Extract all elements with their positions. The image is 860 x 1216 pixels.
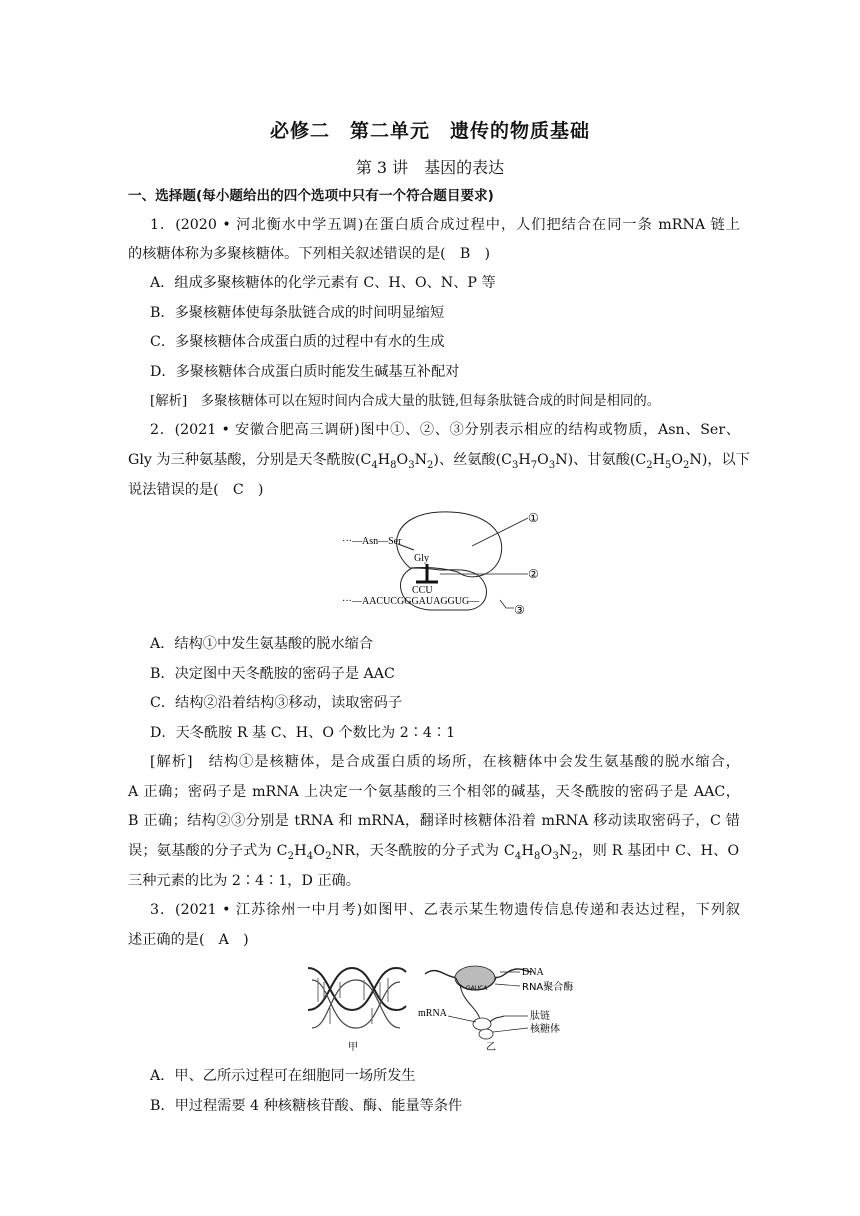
lesson-subtitle: 第 3 讲 基因的表达 <box>355 158 505 177</box>
leader-line-3 <box>500 600 514 608</box>
q1-stem-line2: 的核糖体称为多聚核糖体。下列相关叙述错误的是( B ) <box>128 246 490 262</box>
q2-stem-line1: 2．(2021 • 安徽合肥高三调研)图中①、②、③分别表示相应的结构或物质，Asn、Ser、 <box>150 422 740 438</box>
q1-option-b: B．多聚核糖体使每条肽链合成的时间明显缩短 <box>150 305 445 321</box>
q2-analysis-line2: A 正确；密码子是 mRNA 上决定一个氨基酸的三个相邻的碱基，天冬酰胺的密码子是 AAC， <box>128 784 740 800</box>
label-3: ③ <box>514 603 525 617</box>
section-heading: 一、选择题(每小题给出的四个选项中只有一个符合题目要求) <box>128 188 494 204</box>
document-title: 必修二 第二单元 遗传的物质基础 <box>269 120 590 142</box>
label-1: ① <box>528 511 539 525</box>
q1-analysis: [解析] 多聚核糖体可以在短时间内合成大量的肽链,但每条肽链合成的时间是相同的。 <box>150 394 661 409</box>
label-jia: 甲 <box>348 1042 358 1053</box>
q2-stem-line3: 说法错误的是( C ) <box>128 482 264 498</box>
label-rna-polymerase: RNA聚合酶 <box>522 982 574 993</box>
q3-stem-line1: 3．(2021 • 江苏徐州一中月考)如图甲、乙表示某生物遗传信息传递和表达过程，下列叙 <box>150 902 740 918</box>
q2-analysis-line3: B 正确；结构②③分别是 tRNA 和 mRNA，翻译时核糖体沿着 mRNA 移动读取密码子，C 错 <box>128 813 740 829</box>
q2-analysis-line1: [解析] 结构①是核糖体，是合成蛋白质的场所，在核糖体中会发生氨基酸的脱水缩合， <box>150 754 740 770</box>
q2-option-d: D．天冬酰胺 R 基 C、H、O 个数比为 2∶4∶1 <box>150 725 456 741</box>
mrna-sequence-text: ···—AACUCGGGAUAGGUG— <box>342 596 480 607</box>
gauca-text: GAUCA <box>466 985 488 992</box>
gly-text: Gly <box>414 553 429 564</box>
peptide-chain-text: ···—Asn—Ser <box>342 536 402 547</box>
label-mrna: mRNA <box>418 1008 447 1019</box>
q2-option-a: A．结构①中发生氨基酸的脱水缩合 <box>150 636 374 652</box>
replication-transcription-figure <box>300 958 610 1058</box>
label-dna: DNA <box>522 967 544 978</box>
q3-option-a: A．甲、乙所示过程可在细胞同一场所发生 <box>150 1068 416 1084</box>
q1-option-d: D．多聚核糖体合成蛋白质时能发生碱基互补配对 <box>150 364 460 380</box>
q3-option-b: B．甲过程需要 4 种核糖核苷酸、酶、能量等条件 <box>150 1098 463 1114</box>
q2-option-b: B．决定图中天冬酰胺的密码子是 AAC <box>150 666 395 682</box>
anticodon-text: CCU <box>412 585 433 596</box>
q2-analysis-line5: 三种元素的比为 2∶4∶1，D 正确。 <box>128 873 360 889</box>
double-helix-diagram <box>308 968 406 1028</box>
transcription-translation-diagram <box>425 966 532 1039</box>
label-peptide: 肽链 <box>530 1011 550 1022</box>
label-yi: 乙 <box>486 1042 496 1053</box>
q2-analysis-line4: 误；氨基酸的分子式为 $C_2H_4O_2NR$，天冬酰胺的分子式为 $C_4H_8O_3N_2$，则 R 基团中 C、H、O <box>128 843 740 862</box>
q2-stem-line2: Gly 为三种氨基酸，分别是天冬酰胺$(C_4H_8O_3N_2)$、丝氨酸$(C_3H_7O_3N)$、甘氨酸$(C_2H_5O_2N)$，以下 <box>128 452 750 471</box>
q2-option-c: C．结构②沿着结构③移动，读取密码子 <box>150 695 403 711</box>
q1-option-c: C．多聚核糖体合成蛋白质的过程中有水的生成 <box>150 334 445 350</box>
ribosome-large-subunit <box>397 512 502 577</box>
translation-figure <box>340 506 550 622</box>
leader-line-1 <box>472 518 528 546</box>
label-ribosome: 核糖体 <box>530 1024 560 1035</box>
label-2: ② <box>528 567 539 581</box>
q3-stem-line2: 述正确的是( A ) <box>128 932 249 948</box>
q1-option-a: A．组成多聚核糖体的化学元素有 C、H、O、N、P 等 <box>150 275 496 291</box>
q1-stem-line1: 1．(2020 • 河北衡水中学五调)在蛋白质合成过程中，人们把结合在同一条 mRNA 链上 <box>150 217 740 233</box>
